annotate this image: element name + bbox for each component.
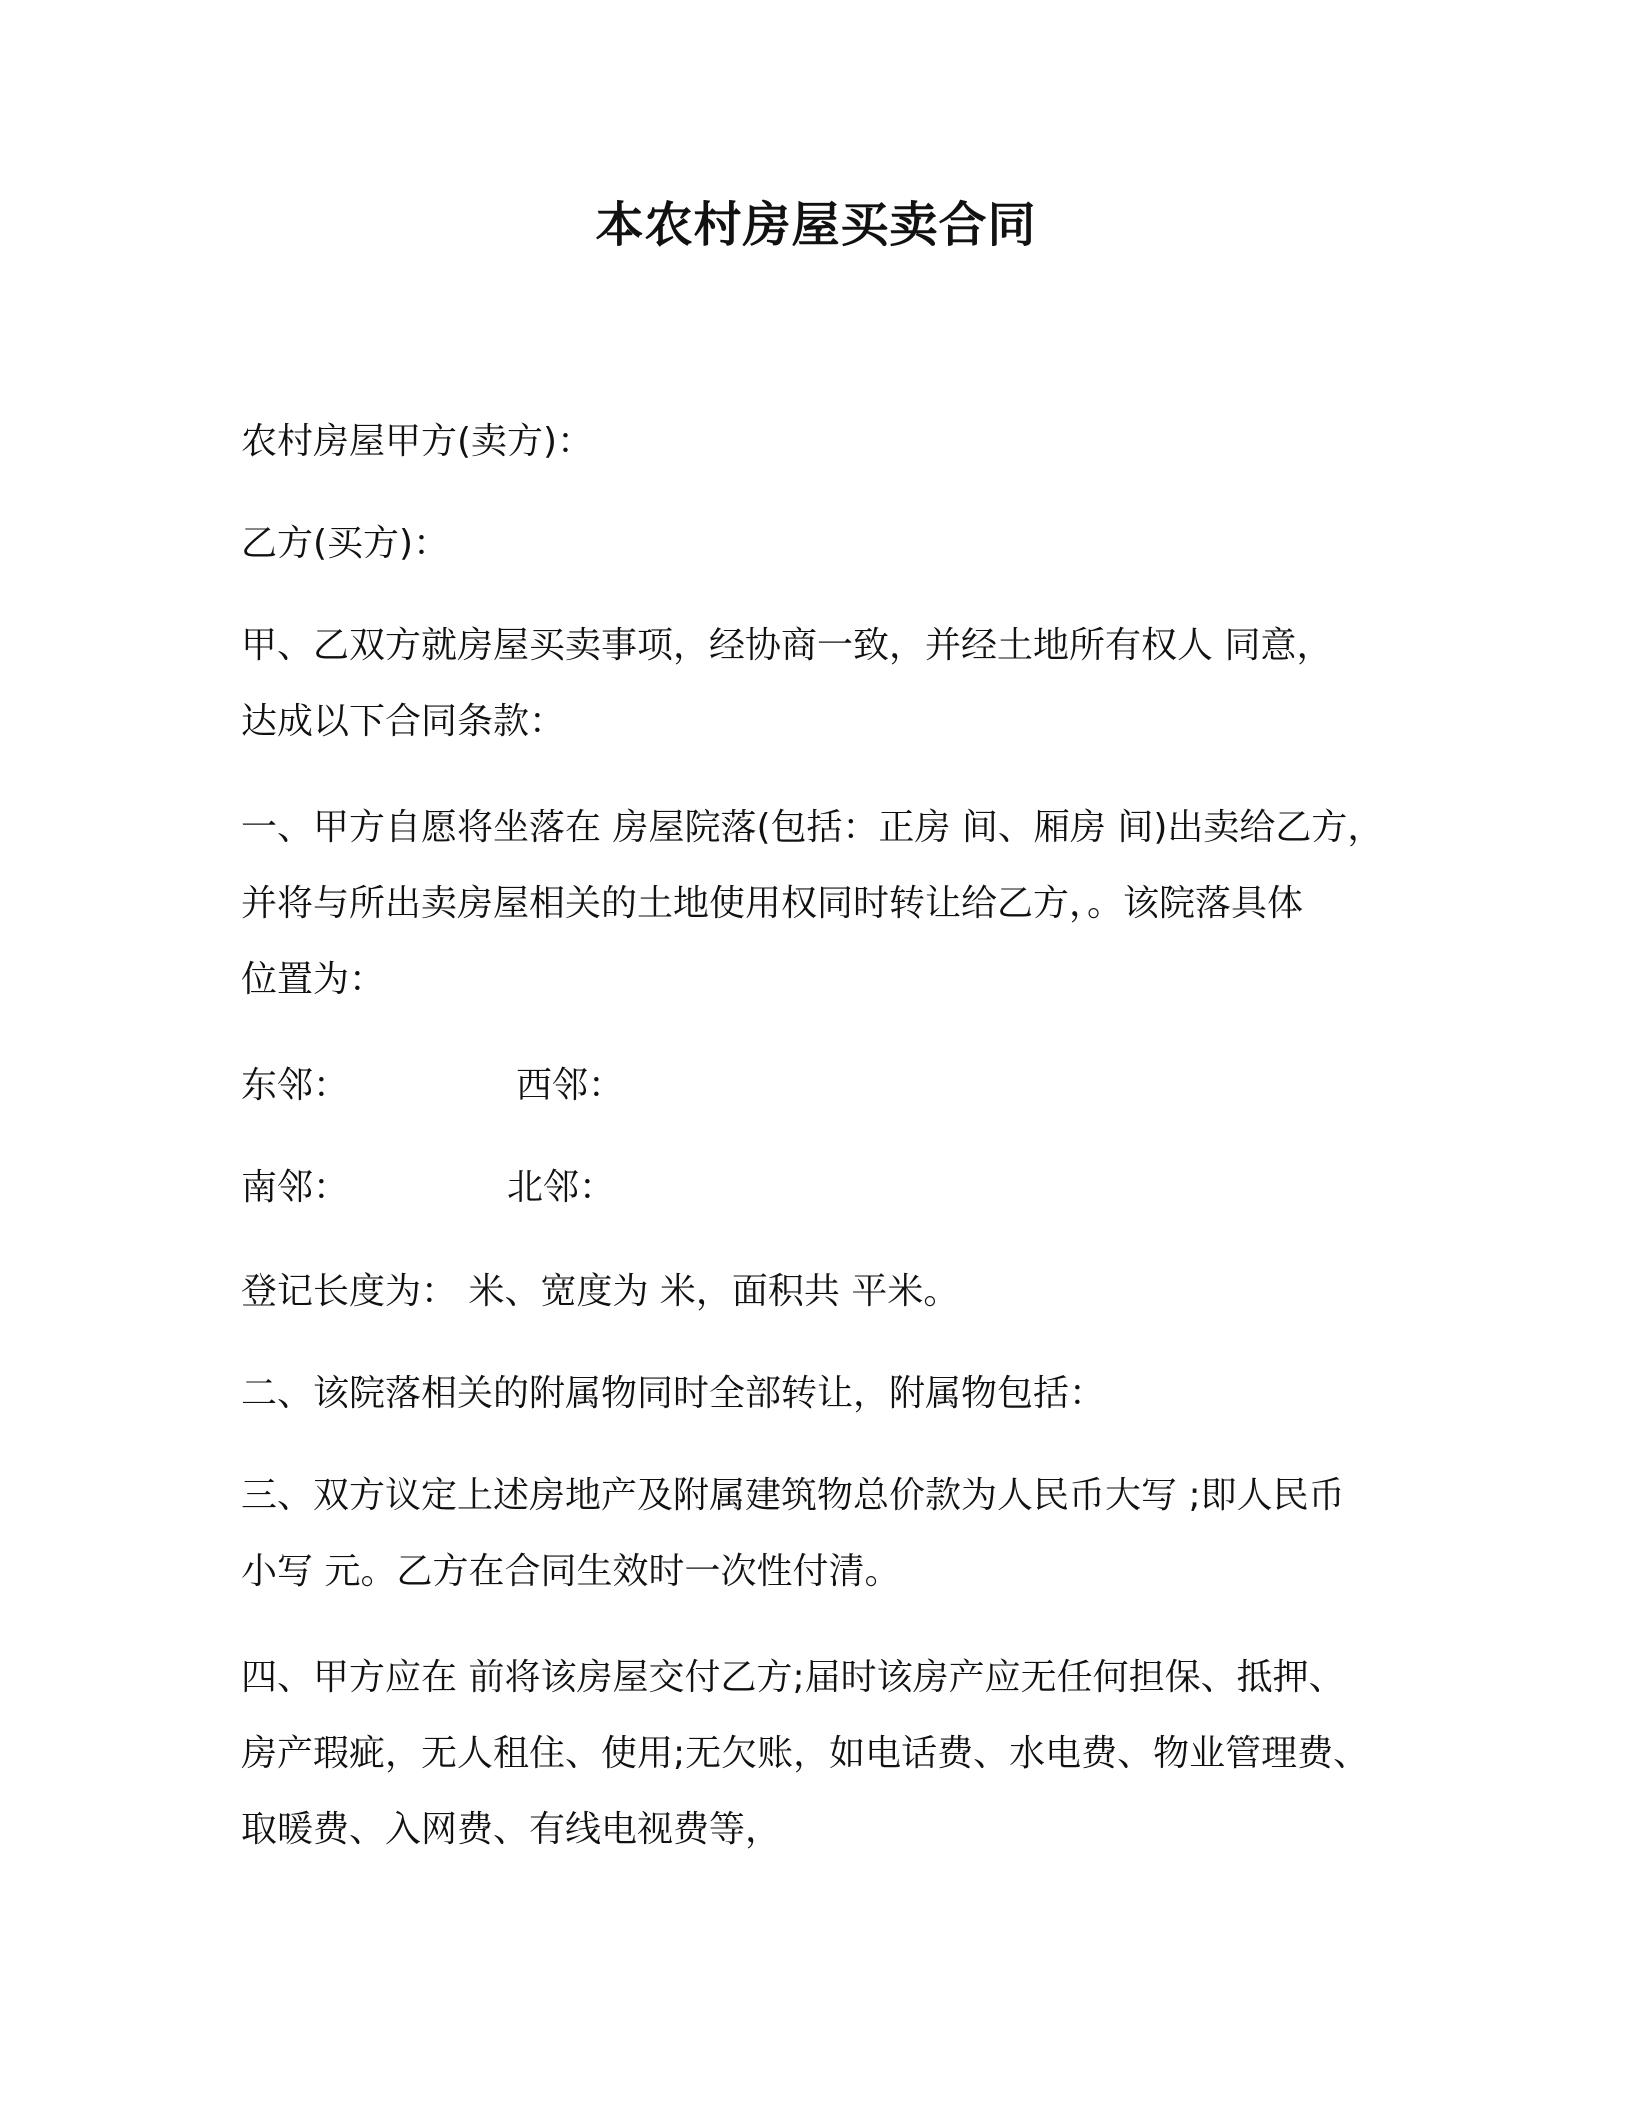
- party-a-text: 农村房屋甲方(卖方)：: [241, 421, 594, 462]
- party-b-text: 乙方(买方)：: [241, 523, 450, 564]
- measurement-line: [241, 1254, 1421, 1330]
- intro-paragraph: [241, 608, 1421, 760]
- clause-1-line-1: 一、甲方自愿将坐落在 房屋院落(包括：正房 间、厢房 间)出卖给乙方，: [241, 807, 1384, 848]
- clause-1-line-2: 并将与所出卖房屋相关的土地使用权同时转让给乙方，。该院落具体: [241, 883, 1304, 924]
- intro-line-1: 甲、乙双方就房屋买卖事项，经协商一致，并经土地所有权人 同意，: [241, 625, 1333, 666]
- party-b-line: [241, 506, 1421, 582]
- north-neighbor-label: 北邻：: [507, 1167, 616, 1208]
- clause-4-paragraph: [241, 1640, 1421, 1868]
- document-title: 本农村房屋买卖合同: [595, 197, 1037, 253]
- clause-2-text: 二、该院落相关的附属物同时全部转让，附属物包括：: [241, 1373, 1106, 1414]
- party-a-line: [241, 404, 1421, 480]
- east-neighbor-label: 东邻：: [241, 1065, 350, 1106]
- measurement-text: 登记长度为： 米、宽度为 米，面积共 平米。: [241, 1271, 960, 1312]
- west-neighbor-label: 西邻：: [516, 1065, 625, 1106]
- clause-3-line-1: 三、双方议定上述房地产及附属建筑物总价款为人民币大写 ;即人民币: [241, 1475, 1345, 1516]
- clause-1-line-3: 位置为：: [241, 959, 386, 1000]
- clause-2-paragraph: [241, 1356, 1421, 1432]
- clause-1-paragraph: [241, 790, 1421, 1018]
- clause-4-line-3: 取暖费、入网费、有线电视费等，: [241, 1809, 782, 1850]
- clause-4-line-2: 房产瑕疵，无人租住、使用;无欠账，如电话费、水电费、物业管理费、: [241, 1733, 1370, 1774]
- clause-3-paragraph: [241, 1458, 1421, 1610]
- clause-4-line-1: 四、甲方应在 前将该房屋交付乙方;届时该房产应无任何担保、抵押、: [241, 1657, 1345, 1698]
- south-neighbor-label: 南邻：: [241, 1167, 350, 1208]
- clause-3-line-2: 小写 元。乙方在合同生效时一次性付清。: [241, 1551, 901, 1592]
- intro-line-2: 达成以下合同条款：: [241, 701, 566, 742]
